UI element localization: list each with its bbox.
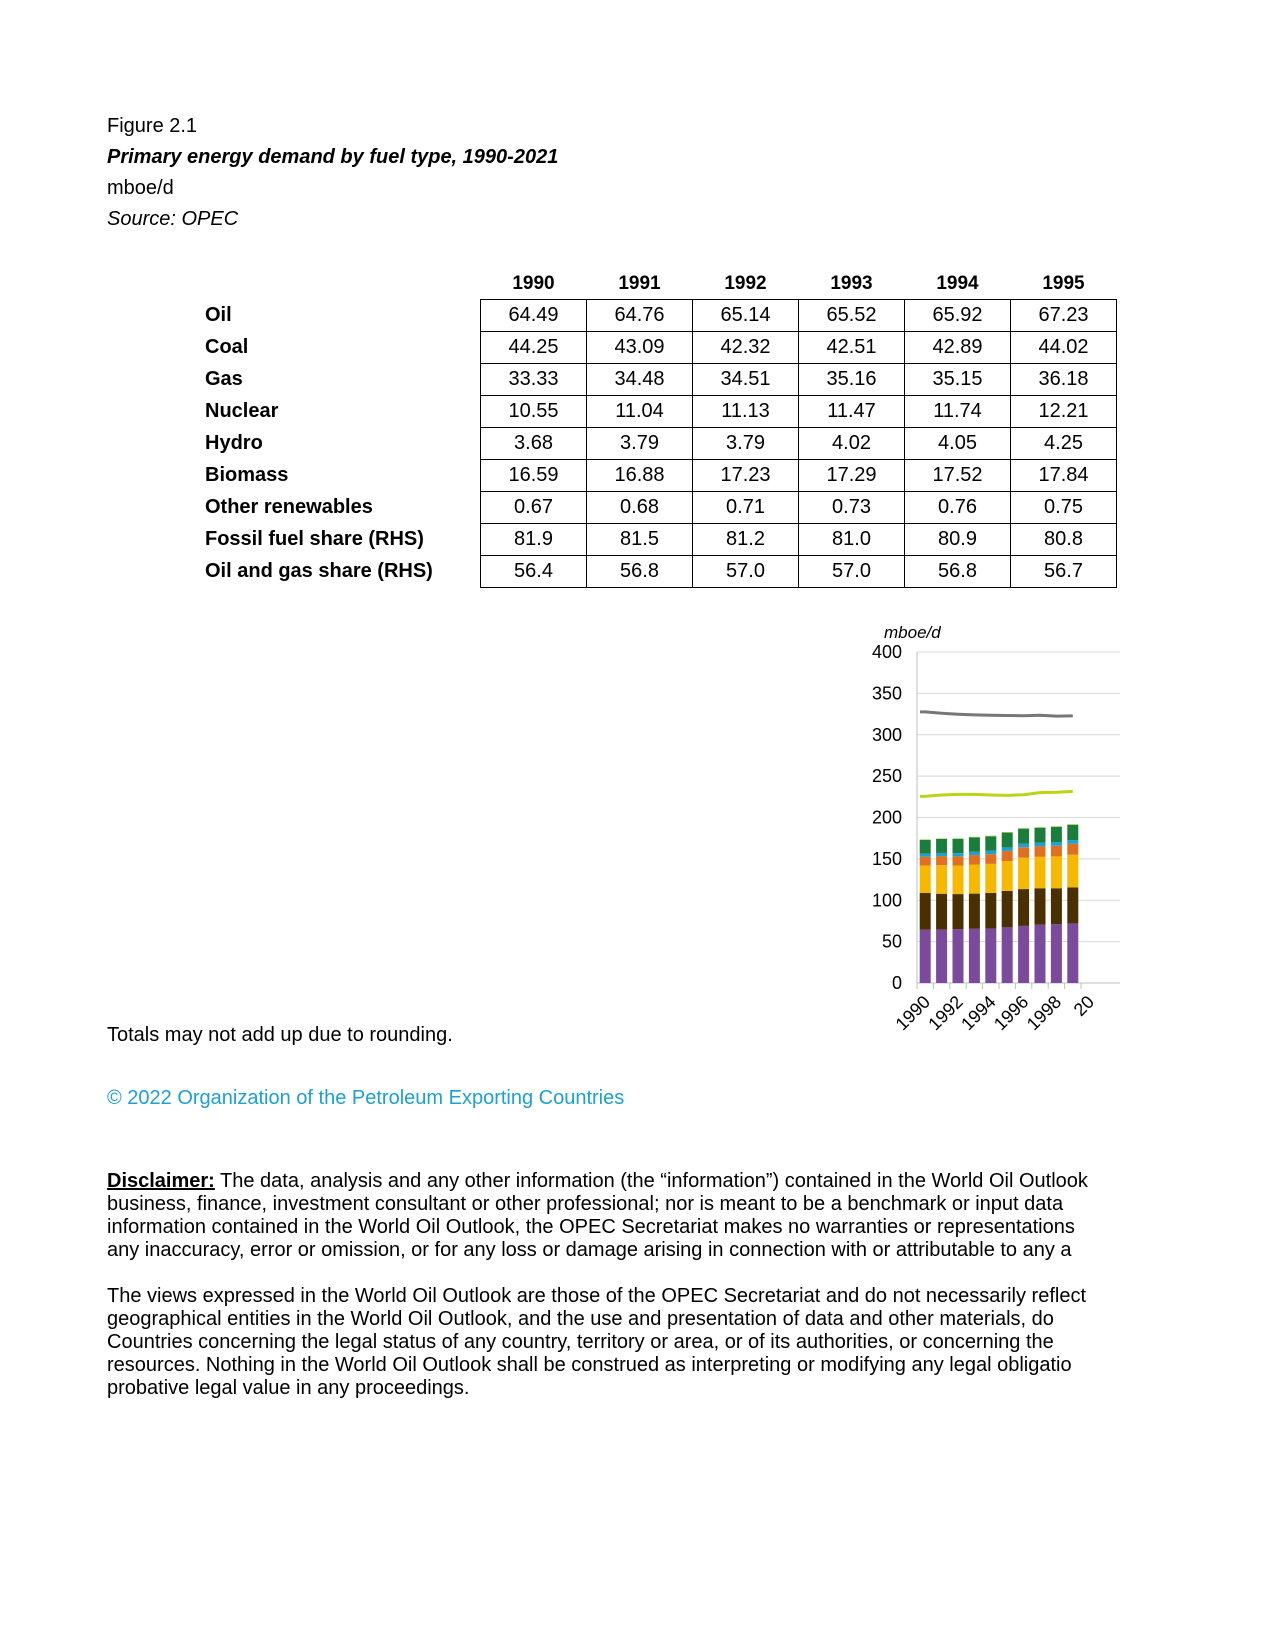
table-cell: 0.73 <box>799 492 905 524</box>
year-header: 1995 <box>1042 272 1085 294</box>
plot-area <box>872 623 1120 1034</box>
x-tick-label: 1990 <box>891 991 935 1035</box>
energy-demand-chart <box>871 623 1120 1088</box>
bar-segment-oil <box>920 930 931 983</box>
bar-segment-gas <box>969 865 980 894</box>
table-cell: 34.51 <box>693 364 799 396</box>
data-table <box>205 268 1117 588</box>
bar-segment-biomass <box>1018 829 1029 844</box>
disclaimer-line: probative legal value in any proceedings. <box>107 1377 470 1399</box>
y-tick-label: 50 <box>881 931 902 952</box>
bar-segment-biomass <box>985 836 996 850</box>
year-header: 1994 <box>936 272 979 294</box>
bar-segment-coal <box>953 894 964 929</box>
table-cell: 57.0 <box>799 556 905 588</box>
bar-segment-gas <box>1067 855 1078 888</box>
bar-segment-hydro <box>1051 842 1062 846</box>
bar-segment-coal <box>1035 888 1046 924</box>
table-row <box>205 428 1117 460</box>
disclaimer-heading: Disclaimer: <box>107 1170 215 1192</box>
disclaimer-line: resources. Nothing in the World Oil Outlook shall be construed as interpreting or modifying any legal obligatio <box>107 1354 1072 1376</box>
table-cell: 0.76 <box>905 492 1011 524</box>
bar-segment-other-renewables <box>985 836 996 837</box>
row-label: Nuclear <box>205 400 279 422</box>
row-label: Fossil fuel share (RHS) <box>205 528 424 550</box>
bar-segment-nuclear <box>1018 847 1029 857</box>
table-cell: 11.04 <box>587 396 693 428</box>
bar-segment-biomass <box>1051 827 1062 842</box>
bar-segment-hydro <box>969 852 980 855</box>
bar-segment-coal <box>969 894 980 929</box>
table-cell: 17.23 <box>693 460 799 492</box>
table-cell: 42.32 <box>693 332 799 364</box>
year-header: 1991 <box>618 272 661 294</box>
table-cell: 67.23 <box>1011 300 1117 332</box>
bar-segment-oil <box>1051 924 1062 983</box>
bar-segment-oil <box>953 929 964 983</box>
figure-unit: mboe/d <box>107 177 174 199</box>
bar-segment-biomass <box>920 840 931 854</box>
bar-segment-oil <box>985 928 996 983</box>
bar-segment-biomass <box>1067 825 1078 840</box>
bar-segment-other-renewables <box>1002 832 1013 833</box>
row-label: Oil and gas share (RHS) <box>205 560 433 582</box>
y-tick-label: 100 <box>871 890 902 911</box>
table-cell: 0.75 <box>1011 492 1117 524</box>
table-cell: 80.8 <box>1011 524 1117 556</box>
table-cell: 11.47 <box>799 396 905 428</box>
table-cell: 44.25 <box>481 332 587 364</box>
bar-segment-gas <box>1051 856 1062 888</box>
bar-segment-biomass <box>936 839 947 853</box>
table-cell: 65.52 <box>799 300 905 332</box>
table-cell: 17.52 <box>905 460 1011 492</box>
bar-segment-coal <box>1002 891 1013 927</box>
y-tick-label: 150 <box>871 848 902 869</box>
y-axis-title: mboe/d <box>884 623 941 642</box>
bar-segment-gas <box>953 866 964 895</box>
bar-segment-oil <box>1035 925 1046 983</box>
disclaimer-text: The data, analysis and any other information (the “information”) contained in the World Oil Outlook <box>214 1170 1088 1192</box>
x-tick-label: 1994 <box>957 991 1000 1035</box>
disclaimer-paragraph-1 <box>107 1170 1120 1262</box>
table-cell: 56.7 <box>1011 556 1117 588</box>
bar-segment-nuclear <box>1035 846 1046 856</box>
bar-segment-hydro <box>1067 840 1078 844</box>
table-cell: 64.76 <box>587 300 693 332</box>
bar-segment-other-renewables <box>936 838 947 839</box>
table-cell: 57.0 <box>693 556 799 588</box>
table-cell: 65.92 <box>905 300 1011 332</box>
table-cell: 56.8 <box>587 556 693 588</box>
table-cell: 11.74 <box>905 396 1011 428</box>
bar-segment-gas <box>985 864 996 893</box>
table-cell: 3.68 <box>481 428 587 460</box>
bar-segment-gas <box>936 865 947 894</box>
table-cell: 12.21 <box>1011 396 1117 428</box>
bar-segment-hydro <box>936 853 947 856</box>
bar-segment-other-renewables <box>1018 828 1029 829</box>
disclaimer-line: The views expressed in the World Oil Outlook are those of the OPEC Secretariat and do not necessarily reflect <box>107 1285 1086 1307</box>
bar-segment-coal <box>985 893 996 928</box>
bar-segment-other-renewables <box>920 839 931 840</box>
line-series-fossil-fuel-share-rhs- <box>920 712 1073 716</box>
figure-source: Source: OPEC <box>107 208 239 230</box>
bar-segment-coal <box>1067 887 1078 923</box>
table-header-row <box>205 268 1117 300</box>
disclaimer-line: Countries concerning the legal status of any country, territory or area, or of its authorities, or concerning the <box>107 1331 1054 1353</box>
bar-segment-hydro <box>953 853 964 856</box>
table-cell: 4.25 <box>1011 428 1117 460</box>
y-tick-label: 200 <box>871 807 902 828</box>
year-header: 1993 <box>830 272 873 294</box>
table-row <box>205 396 1117 428</box>
table-body <box>205 300 1117 588</box>
table-cell: 0.71 <box>693 492 799 524</box>
table-cell: 81.2 <box>693 524 799 556</box>
table-cell: 56.8 <box>905 556 1011 588</box>
table-cell: 56.4 <box>481 556 587 588</box>
table-cell: 17.29 <box>799 460 905 492</box>
bar-segment-gas <box>920 865 931 893</box>
bar-segment-nuclear <box>920 857 931 866</box>
x-tick-label: 1992 <box>924 991 967 1035</box>
row-label: Other renewables <box>205 496 373 518</box>
table-cell: 3.79 <box>693 428 799 460</box>
disclaimer-line: any inaccuracy, error or omission, or for any loss or damage arising in connection with or attributable to any a <box>107 1239 1072 1261</box>
bar-segment-oil <box>936 929 947 983</box>
table-cell: 43.09 <box>587 332 693 364</box>
row-label: Gas <box>205 368 243 390</box>
bar-segment-nuclear <box>1002 851 1013 861</box>
table-cell: 11.13 <box>693 396 799 428</box>
bar-segment-coal <box>1018 889 1029 926</box>
bar-segment-other-renewables <box>1035 827 1046 828</box>
y-tick-label: 0 <box>891 973 902 993</box>
chart-container <box>871 623 1120 1088</box>
table-cell: 4.05 <box>905 428 1011 460</box>
table-cell: 35.15 <box>905 364 1011 396</box>
bar-segment-other-renewables <box>953 838 964 839</box>
bar-segment-gas <box>1018 858 1029 889</box>
bar-segment-nuclear <box>1067 844 1078 855</box>
disclaimer-paragraph-2 <box>107 1285 1120 1400</box>
bar-segment-gas <box>1035 857 1046 888</box>
table-row <box>205 492 1117 524</box>
table-cell: 16.59 <box>481 460 587 492</box>
table-row <box>205 524 1117 556</box>
bar-segment-coal <box>1051 888 1062 924</box>
disclaimer-line <box>107 1170 1120 1193</box>
x-tick-label: 20 <box>1069 991 1099 1020</box>
row-label: Biomass <box>205 464 289 486</box>
table-row <box>205 556 1117 588</box>
y-tick-label: 400 <box>871 642 902 662</box>
table-cell: 3.79 <box>587 428 693 460</box>
table-cell: 42.89 <box>905 332 1011 364</box>
bar-segment-coal <box>936 894 947 930</box>
table-cell: 65.14 <box>693 300 799 332</box>
table-cell: 35.16 <box>799 364 905 396</box>
table-row <box>205 300 1117 332</box>
bar-segment-oil <box>969 929 980 983</box>
bar-segment-biomass <box>1002 833 1013 848</box>
x-tick-label: 1996 <box>989 991 1033 1035</box>
y-tick-label: 350 <box>871 683 902 704</box>
bar-segment-nuclear <box>985 854 996 864</box>
bar-segment-coal <box>920 893 931 930</box>
copyright-notice: © 2022 Organization of the Petroleum Exporting Countries <box>107 1087 625 1109</box>
bar-segment-hydro <box>985 851 996 854</box>
bar-segment-nuclear <box>953 856 964 865</box>
rounding-note: Totals may not add up due to rounding. <box>107 1024 453 1046</box>
table-cell: 0.67 <box>481 492 587 524</box>
table-row <box>205 460 1117 492</box>
bar-segment-hydro <box>1002 847 1013 851</box>
line-series-oil-and-gas-share-rhs- <box>920 791 1073 796</box>
table-cell: 81.0 <box>799 524 905 556</box>
table-cell: 16.88 <box>587 460 693 492</box>
table-cell: 64.49 <box>481 300 587 332</box>
table-cell: 81.5 <box>587 524 693 556</box>
y-tick-label: 300 <box>871 724 902 745</box>
table-cell: 33.33 <box>481 364 587 396</box>
table-row <box>205 364 1117 396</box>
bar-segment-other-renewables <box>1067 824 1078 825</box>
bar-segment-oil <box>1067 923 1078 983</box>
bar-segment-other-renewables <box>1051 826 1062 827</box>
table-cell: 81.9 <box>481 524 587 556</box>
bar-segment-hydro <box>1018 844 1029 848</box>
bar-segment-oil <box>1018 926 1029 983</box>
bar-segment-biomass <box>953 839 964 853</box>
table-cell: 4.02 <box>799 428 905 460</box>
row-label: Oil <box>205 304 232 326</box>
bar-segment-nuclear <box>1051 846 1062 857</box>
figure-title: Primary energy demand by fuel type, 1990-2021 <box>107 146 559 168</box>
table-cell: 0.68 <box>587 492 693 524</box>
bar-segment-oil <box>1002 927 1013 983</box>
table-cell: 80.9 <box>905 524 1011 556</box>
year-header: 1992 <box>724 272 767 294</box>
row-label: Coal <box>205 336 249 358</box>
table-cell: 34.48 <box>587 364 693 396</box>
y-tick-label: 250 <box>871 766 902 787</box>
year-header: 1990 <box>512 272 555 294</box>
disclaimer-line: business, finance, investment consultant or other professional; nor is meant to be a benchmark or input data <box>107 1193 1064 1215</box>
figure-label: Figure 2.1 <box>107 115 198 137</box>
table-row <box>205 332 1117 364</box>
table-corner <box>205 268 481 300</box>
disclaimer-line: geographical entities in the World Oil Outlook, and the use and presentation of data and other materials, do <box>107 1308 1054 1330</box>
bar-segment-hydro <box>1035 843 1046 847</box>
bar-segment-biomass <box>969 837 980 851</box>
x-tick-label: 1998 <box>1022 991 1066 1035</box>
bar-segment-biomass <box>1035 828 1046 843</box>
table-cell: 10.55 <box>481 396 587 428</box>
table-cell: 36.18 <box>1011 364 1117 396</box>
bar-segment-other-renewables <box>969 837 980 838</box>
bar-segment-nuclear <box>969 855 980 864</box>
table-cell: 44.02 <box>1011 332 1117 364</box>
bar-segment-hydro <box>920 854 931 857</box>
bar-segment-gas <box>1002 861 1013 891</box>
bar-segment-nuclear <box>936 856 947 865</box>
disclaimer-line: information contained in the World Oil Outlook, the OPEC Secretariat makes no warranties or representations <box>107 1216 1075 1238</box>
row-label: Hydro <box>205 432 263 454</box>
table-cell: 42.51 <box>799 332 905 364</box>
table-cell: 17.84 <box>1011 460 1117 492</box>
